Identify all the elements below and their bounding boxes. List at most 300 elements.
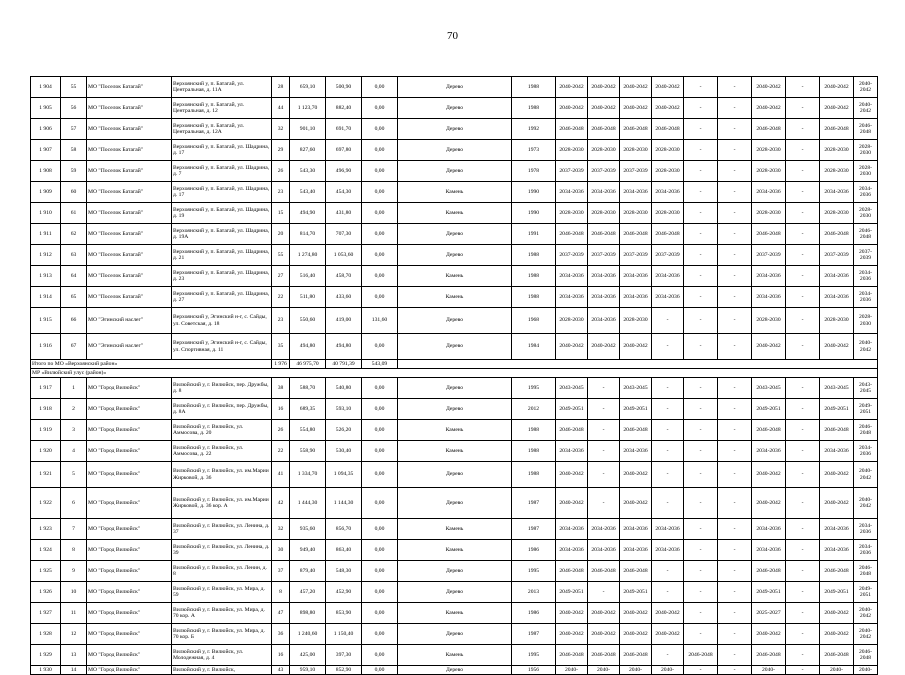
address: Верхоянский у, п. Батагай, ул. Шадрина, д. 21 bbox=[172, 245, 272, 266]
row-index: 67 bbox=[61, 334, 87, 360]
nonliving-area: 0,00 bbox=[362, 666, 398, 675]
period-cell: 2034-2036 bbox=[620, 287, 652, 308]
period-cell: - bbox=[718, 308, 752, 334]
period-cell: - bbox=[718, 645, 752, 666]
table-row bbox=[31, 224, 878, 245]
period-cell: 2040-2042 bbox=[588, 77, 620, 98]
period-cell: - bbox=[684, 287, 718, 308]
period-cell: - bbox=[718, 399, 752, 420]
table-row bbox=[31, 441, 878, 462]
build-year: 1988 bbox=[512, 287, 556, 308]
living-area: 433,60 bbox=[326, 287, 362, 308]
living-area: 852,90 bbox=[326, 666, 362, 675]
row-index: 63 bbox=[61, 245, 87, 266]
total-area3: 543,09 bbox=[362, 360, 398, 369]
row-number: 1 928 bbox=[31, 624, 61, 645]
apartments: 42 bbox=[272, 488, 290, 519]
address: Вилюйский у, г. Вилюйск, ул. Мира, д. 70 кор. А bbox=[172, 603, 272, 624]
period-cell: 2034-2036 bbox=[854, 519, 878, 540]
wall-material: Камень bbox=[398, 441, 512, 462]
organization: МО "Город Вилюйск" bbox=[87, 519, 172, 540]
row-index: 11 bbox=[61, 603, 87, 624]
row-index: 5 bbox=[61, 462, 87, 488]
period-cell: 2046-2048 bbox=[620, 119, 652, 140]
period-cell: - bbox=[786, 540, 820, 561]
row-index: 58 bbox=[61, 140, 87, 161]
section-row bbox=[31, 369, 878, 378]
period-cell: - bbox=[684, 420, 718, 441]
period-cell: 2040-2042 bbox=[854, 624, 878, 645]
period-cell: - bbox=[718, 378, 752, 399]
row-number: 1 917 bbox=[31, 378, 61, 399]
period-cell: 2037-2039 bbox=[556, 161, 588, 182]
period-cell: 2049-2051 bbox=[620, 582, 652, 603]
row-number: 1 908 bbox=[31, 161, 61, 182]
wall-material: Дерево bbox=[398, 245, 512, 266]
row-number: 1 916 bbox=[31, 334, 61, 360]
build-year: 1988 bbox=[512, 462, 556, 488]
address: Верхоянский у, п. Батагай, ул. Центральная, д. 11А bbox=[172, 77, 272, 98]
row-number: 1 925 bbox=[31, 561, 61, 582]
wall-material: Камень bbox=[398, 287, 512, 308]
build-year: 1991 bbox=[512, 224, 556, 245]
nonliving-area: 0,00 bbox=[362, 334, 398, 360]
table-row bbox=[31, 488, 878, 519]
total-label: Итого по МО «Верхоянский район» bbox=[31, 360, 272, 369]
period-cell: - bbox=[786, 378, 820, 399]
period-cell: 2046-2048 bbox=[556, 561, 588, 582]
period-cell: 2046-2048 bbox=[820, 561, 854, 582]
apartments: 37 bbox=[272, 561, 290, 582]
period-cell: 2040- bbox=[556, 666, 588, 675]
table-row bbox=[31, 462, 878, 488]
period-cell: 2028-2030 bbox=[556, 308, 588, 334]
wall-material: Дерево bbox=[398, 334, 512, 360]
address: Вилюйский у, г. Вилюйск, пер. Дружбы, д. 8А bbox=[172, 399, 272, 420]
period-cell: - bbox=[786, 266, 820, 287]
living-area: 1 053,60 bbox=[326, 245, 362, 266]
period-cell: 2049-2051 bbox=[556, 582, 588, 603]
period-cell: 2028-2030 bbox=[556, 203, 588, 224]
period-cell: 2040-2042 bbox=[652, 603, 684, 624]
address: Вилюйский у, г. Вилюйск, ул. Ленин, д. 8 bbox=[172, 561, 272, 582]
period-cell: 2046-2048 bbox=[556, 119, 588, 140]
nonliving-area: 0,00 bbox=[362, 561, 398, 582]
address: Верхоянский у, п. Батагай, ул. Шадрина, д. 23 bbox=[172, 266, 272, 287]
living-area: 494,80 bbox=[326, 334, 362, 360]
living-area: 863,40 bbox=[326, 540, 362, 561]
wall-material: Дерево bbox=[398, 224, 512, 245]
period-cell: 2040-2042 bbox=[820, 77, 854, 98]
period-cell: 2028-2030 bbox=[854, 161, 878, 182]
period-cell: - bbox=[684, 582, 718, 603]
period-cell: 2037-2039 bbox=[752, 245, 786, 266]
period-cell: - bbox=[786, 582, 820, 603]
wall-material: Дерево bbox=[398, 488, 512, 519]
period-cell: 2034-2036 bbox=[854, 540, 878, 561]
period-cell: 2034-2036 bbox=[752, 441, 786, 462]
period-cell: 2046-2048 bbox=[752, 224, 786, 245]
nonliving-area: 0,00 bbox=[362, 582, 398, 603]
period-cell: - bbox=[588, 488, 620, 519]
period-cell: - bbox=[786, 161, 820, 182]
period-cell: 2034-2036 bbox=[556, 441, 588, 462]
apartments: 15 bbox=[272, 203, 290, 224]
organization: МО "Город Вилюйск" bbox=[87, 540, 172, 561]
table-row bbox=[31, 161, 878, 182]
period-cell: 2040-2042 bbox=[652, 98, 684, 119]
period-cell: - bbox=[684, 624, 718, 645]
organization: МО "Поселок Батагай" bbox=[87, 224, 172, 245]
build-year: 1988 bbox=[512, 266, 556, 287]
organization: МО "Город Вилюйск" bbox=[87, 441, 172, 462]
address: Верхоянский у, п. Батагай, ул. Шадрина, д. 19А bbox=[172, 224, 272, 245]
period-cell: - bbox=[718, 203, 752, 224]
row-number: 1 927 bbox=[31, 603, 61, 624]
period-cell: - bbox=[718, 420, 752, 441]
period-cell: 2028-2030 bbox=[620, 140, 652, 161]
period-cell: - bbox=[786, 119, 820, 140]
period-cell: - bbox=[588, 378, 620, 399]
period-cell: 2040-2042 bbox=[652, 77, 684, 98]
row-number: 1 930 bbox=[31, 666, 61, 675]
organization: МО "Город Вилюйск" bbox=[87, 399, 172, 420]
wall-material: Камень bbox=[398, 540, 512, 561]
living-area: 458,70 bbox=[326, 266, 362, 287]
period-cell: 2040-2042 bbox=[620, 334, 652, 360]
living-area: 1 150,40 bbox=[326, 624, 362, 645]
period-cell: 2043-2045 bbox=[556, 378, 588, 399]
period-cell: - bbox=[684, 203, 718, 224]
period-cell: 2034-2036 bbox=[820, 182, 854, 203]
period-cell: 2046-2048 bbox=[588, 561, 620, 582]
period-cell: 2049-2051 bbox=[752, 582, 786, 603]
period-cell: - bbox=[684, 245, 718, 266]
row-index: 59 bbox=[61, 161, 87, 182]
period-cell: - bbox=[652, 399, 684, 420]
row-index: 3 bbox=[61, 420, 87, 441]
period-cell: - bbox=[652, 334, 684, 360]
table-row bbox=[31, 245, 878, 266]
period-cell: - bbox=[718, 582, 752, 603]
row-index: 6 bbox=[61, 488, 87, 519]
organization: МО "Город Вилюйск" bbox=[87, 488, 172, 519]
period-cell: 2034-2036 bbox=[820, 519, 854, 540]
period-cell: 2040- bbox=[752, 666, 786, 675]
row-number: 1 912 bbox=[31, 245, 61, 266]
period-cell: - bbox=[652, 420, 684, 441]
row-index: 14 bbox=[61, 666, 87, 675]
period-cell: 2040-2042 bbox=[752, 488, 786, 519]
table-row bbox=[31, 287, 878, 308]
period-cell: 2040-2042 bbox=[556, 603, 588, 624]
period-cell: 2046-2048 bbox=[820, 645, 854, 666]
period-cell: 2040-2042 bbox=[588, 98, 620, 119]
period-cell: 2028-2030 bbox=[854, 140, 878, 161]
nonliving-area: 0,00 bbox=[362, 161, 398, 182]
period-cell: - bbox=[684, 519, 718, 540]
period-cell: 2040-2042 bbox=[556, 462, 588, 488]
address: Верхоянский у, п. Батагай, ул. Шадрина, д. 27 bbox=[172, 287, 272, 308]
period-cell: 2037-2039 bbox=[854, 245, 878, 266]
period-cell: 2037-2039 bbox=[820, 245, 854, 266]
total-area: 827,60 bbox=[290, 140, 326, 161]
period-cell: - bbox=[652, 462, 684, 488]
row-index: 2 bbox=[61, 399, 87, 420]
address: Вилюйский у, г. Вилюйск, ул. Мира, д. 59 bbox=[172, 582, 272, 603]
apartments: 23 bbox=[272, 308, 290, 334]
build-year: 1986 bbox=[512, 603, 556, 624]
period-cell: - bbox=[718, 161, 752, 182]
section-label: МР «Вилюйский улус (район)» bbox=[31, 369, 878, 378]
organization: МО "Поселок Батагай" bbox=[87, 203, 172, 224]
period-cell: - bbox=[718, 98, 752, 119]
total-area: 550,60 bbox=[290, 308, 326, 334]
period-cell: 2049-2051 bbox=[620, 399, 652, 420]
organization: МО "Поселок Батагай" bbox=[87, 98, 172, 119]
table-row bbox=[31, 378, 878, 399]
table-row bbox=[31, 334, 878, 360]
period-cell: - bbox=[718, 334, 752, 360]
total-area: 879,40 bbox=[290, 561, 326, 582]
row-index: 61 bbox=[61, 203, 87, 224]
table-row bbox=[31, 624, 878, 645]
wall-material: Дерево bbox=[398, 666, 512, 675]
build-year: 1973 bbox=[512, 140, 556, 161]
period-cell: 2040-2042 bbox=[620, 603, 652, 624]
period-cell: 2046-2048 bbox=[854, 119, 878, 140]
period-cell: 2034-2036 bbox=[820, 266, 854, 287]
living-area: 526,20 bbox=[326, 420, 362, 441]
period-cell: 2034-2036 bbox=[588, 519, 620, 540]
table-row bbox=[31, 603, 878, 624]
period-cell: - bbox=[684, 266, 718, 287]
period-cell: - bbox=[786, 462, 820, 488]
period-cell: - bbox=[786, 666, 820, 675]
row-index: 10 bbox=[61, 582, 87, 603]
period-cell: 2040- bbox=[588, 666, 620, 675]
period-cell: - bbox=[718, 666, 752, 675]
total-empty bbox=[398, 360, 878, 369]
total-qty: 1 976 bbox=[272, 360, 290, 369]
period-cell: 2043-2045 bbox=[620, 378, 652, 399]
wall-material: Дерево bbox=[398, 161, 512, 182]
address: Верхоянский у, п. Батагай, ул. Центральная, д. 12А bbox=[172, 119, 272, 140]
period-cell: 2046-2048 bbox=[752, 645, 786, 666]
period-cell: 2049-2051 bbox=[854, 582, 878, 603]
period-cell: 2034-2036 bbox=[752, 266, 786, 287]
period-cell: - bbox=[684, 224, 718, 245]
total-area: 1 123,70 bbox=[290, 98, 326, 119]
register-table bbox=[30, 76, 878, 675]
apartments: 36 bbox=[272, 624, 290, 645]
row-index: 55 bbox=[61, 77, 87, 98]
living-area: 593,10 bbox=[326, 399, 362, 420]
nonliving-area: 0,00 bbox=[362, 182, 398, 203]
row-number: 1 922 bbox=[31, 488, 61, 519]
table-row bbox=[31, 266, 878, 287]
period-cell: 2034-2036 bbox=[620, 540, 652, 561]
nonliving-area: 0,00 bbox=[362, 540, 398, 561]
period-cell: 2028-2030 bbox=[588, 140, 620, 161]
wall-material: Дерево bbox=[398, 462, 512, 488]
period-cell: - bbox=[684, 77, 718, 98]
period-cell: 2034-2036 bbox=[752, 287, 786, 308]
period-cell: 2028-2030 bbox=[752, 308, 786, 334]
period-cell: 2040-2042 bbox=[820, 334, 854, 360]
period-cell: 2040-2042 bbox=[652, 624, 684, 645]
organization: МО "Поселок Батагай" bbox=[87, 266, 172, 287]
nonliving-area: 131,60 bbox=[362, 308, 398, 334]
period-cell: - bbox=[786, 182, 820, 203]
period-cell: 2034-2036 bbox=[620, 441, 652, 462]
period-cell: - bbox=[684, 308, 718, 334]
rows-vilyuysk bbox=[31, 378, 878, 675]
address: Вилюйский у, г. Вилюйск, ул. Молодежная, д. 4 bbox=[172, 645, 272, 666]
period-cell: - bbox=[786, 334, 820, 360]
period-cell: - bbox=[718, 266, 752, 287]
period-cell: - bbox=[786, 224, 820, 245]
nonliving-area: 0,00 bbox=[362, 119, 398, 140]
nonliving-area: 0,00 bbox=[362, 98, 398, 119]
total-area: 901,10 bbox=[290, 119, 326, 140]
period-cell: - bbox=[684, 119, 718, 140]
row-index: 64 bbox=[61, 266, 87, 287]
nonliving-area: 0,00 bbox=[362, 140, 398, 161]
total-area: 494,80 bbox=[290, 334, 326, 360]
period-cell: - bbox=[786, 308, 820, 334]
row-index: 9 bbox=[61, 561, 87, 582]
period-cell: 2046-2048 bbox=[854, 645, 878, 666]
row-number: 1 913 bbox=[31, 266, 61, 287]
address: Вилюйский у, г. Вилюйск, ул. Аммосова, д. 22 bbox=[172, 441, 272, 462]
total-area: 511,80 bbox=[290, 287, 326, 308]
living-area: 691,70 bbox=[326, 119, 362, 140]
organization: МО "Город Вилюйск" bbox=[87, 645, 172, 666]
period-cell: - bbox=[684, 334, 718, 360]
living-area: 397,30 bbox=[326, 645, 362, 666]
wall-material: Камень bbox=[398, 420, 512, 441]
period-cell: 2034-2036 bbox=[820, 441, 854, 462]
organization: МО "Город Вилюйск" bbox=[87, 624, 172, 645]
nonliving-area: 0,00 bbox=[362, 245, 398, 266]
period-cell: 2040-2042 bbox=[820, 624, 854, 645]
apartments: 27 bbox=[272, 266, 290, 287]
period-cell: - bbox=[718, 140, 752, 161]
nonliving-area: 0,00 bbox=[362, 462, 398, 488]
row-index: 60 bbox=[61, 182, 87, 203]
period-cell: - bbox=[718, 561, 752, 582]
period-cell: 2046-2048 bbox=[854, 561, 878, 582]
build-year: 1988 bbox=[512, 420, 556, 441]
period-cell: - bbox=[718, 624, 752, 645]
table-row bbox=[31, 399, 878, 420]
row-index: 56 bbox=[61, 98, 87, 119]
period-cell: 2040-2042 bbox=[620, 98, 652, 119]
period-cell: - bbox=[786, 399, 820, 420]
period-cell: 2046-2048 bbox=[684, 645, 718, 666]
row-index: 57 bbox=[61, 119, 87, 140]
period-cell: 2037-2039 bbox=[620, 245, 652, 266]
period-cell: 2040-2042 bbox=[854, 488, 878, 519]
period-cell: 2034-2036 bbox=[652, 266, 684, 287]
period-cell: 2046-2048 bbox=[652, 119, 684, 140]
nonliving-area: 0,00 bbox=[362, 519, 398, 540]
period-cell: - bbox=[718, 488, 752, 519]
period-cell: 2025-2027 bbox=[752, 603, 786, 624]
organization: МО "Эгинский наслег" bbox=[87, 308, 172, 334]
period-cell: 2034-2036 bbox=[854, 287, 878, 308]
period-cell: - bbox=[652, 645, 684, 666]
living-area: 697,80 bbox=[326, 140, 362, 161]
period-cell: - bbox=[786, 245, 820, 266]
period-cell: - bbox=[652, 308, 684, 334]
period-cell: - bbox=[786, 488, 820, 519]
organization: МО "Город Вилюйск" bbox=[87, 420, 172, 441]
period-cell: - bbox=[652, 441, 684, 462]
period-cell: - bbox=[718, 224, 752, 245]
period-cell: 2028-2030 bbox=[820, 203, 854, 224]
row-number: 1 919 bbox=[31, 420, 61, 441]
build-year: 1987 bbox=[512, 519, 556, 540]
address: Верхоянский у, п. Батагай, ул. Шадрина, д. 19 bbox=[172, 203, 272, 224]
row-number: 1 926 bbox=[31, 582, 61, 603]
total-area: 1 274,80 bbox=[290, 245, 326, 266]
total-area: 689,35 bbox=[290, 399, 326, 420]
period-cell: - bbox=[786, 561, 820, 582]
period-cell: - bbox=[718, 441, 752, 462]
period-cell: 2028-2030 bbox=[620, 203, 652, 224]
period-cell: 2046-2048 bbox=[820, 119, 854, 140]
total-area: 457,20 bbox=[290, 582, 326, 603]
wall-material: Дерево bbox=[398, 77, 512, 98]
wall-material: Камень bbox=[398, 645, 512, 666]
period-cell: 2040-2042 bbox=[820, 98, 854, 119]
total-area: 1 444,30 bbox=[290, 488, 326, 519]
organization: МО "Поселок Батагай" bbox=[87, 245, 172, 266]
period-cell: 2040-2042 bbox=[556, 624, 588, 645]
period-cell: 2034-2036 bbox=[556, 287, 588, 308]
build-year: 1988 bbox=[512, 77, 556, 98]
wall-material: Дерево bbox=[398, 624, 512, 645]
nonliving-area: 0,00 bbox=[362, 624, 398, 645]
period-cell: - bbox=[718, 77, 752, 98]
total-area: 935,60 bbox=[290, 519, 326, 540]
row-number: 1 911 bbox=[31, 224, 61, 245]
period-cell: 2037-2039 bbox=[556, 245, 588, 266]
organization: МО "Поселок Батагай" bbox=[87, 140, 172, 161]
living-area: 530,40 bbox=[326, 441, 362, 462]
organization: МО "Город Вилюйск" bbox=[87, 666, 172, 675]
period-cell: - bbox=[786, 98, 820, 119]
nonliving-area: 0,00 bbox=[362, 645, 398, 666]
period-cell: 2040-2042 bbox=[820, 488, 854, 519]
wall-material: Дерево bbox=[398, 561, 512, 582]
period-cell: - bbox=[786, 203, 820, 224]
period-cell: 2040-2042 bbox=[854, 603, 878, 624]
period-cell: 2034-2036 bbox=[820, 287, 854, 308]
nonliving-area: 0,00 bbox=[362, 224, 398, 245]
period-cell: 2046-2048 bbox=[620, 420, 652, 441]
build-year: 1992 bbox=[512, 119, 556, 140]
period-cell: 2037-2039 bbox=[652, 245, 684, 266]
apartments: 47 bbox=[272, 603, 290, 624]
period-cell: - bbox=[652, 582, 684, 603]
period-cell: 2034-2036 bbox=[556, 182, 588, 203]
period-cell: 2040- bbox=[820, 666, 854, 675]
row-number: 1 920 bbox=[31, 441, 61, 462]
apartments: 43 bbox=[272, 666, 290, 675]
